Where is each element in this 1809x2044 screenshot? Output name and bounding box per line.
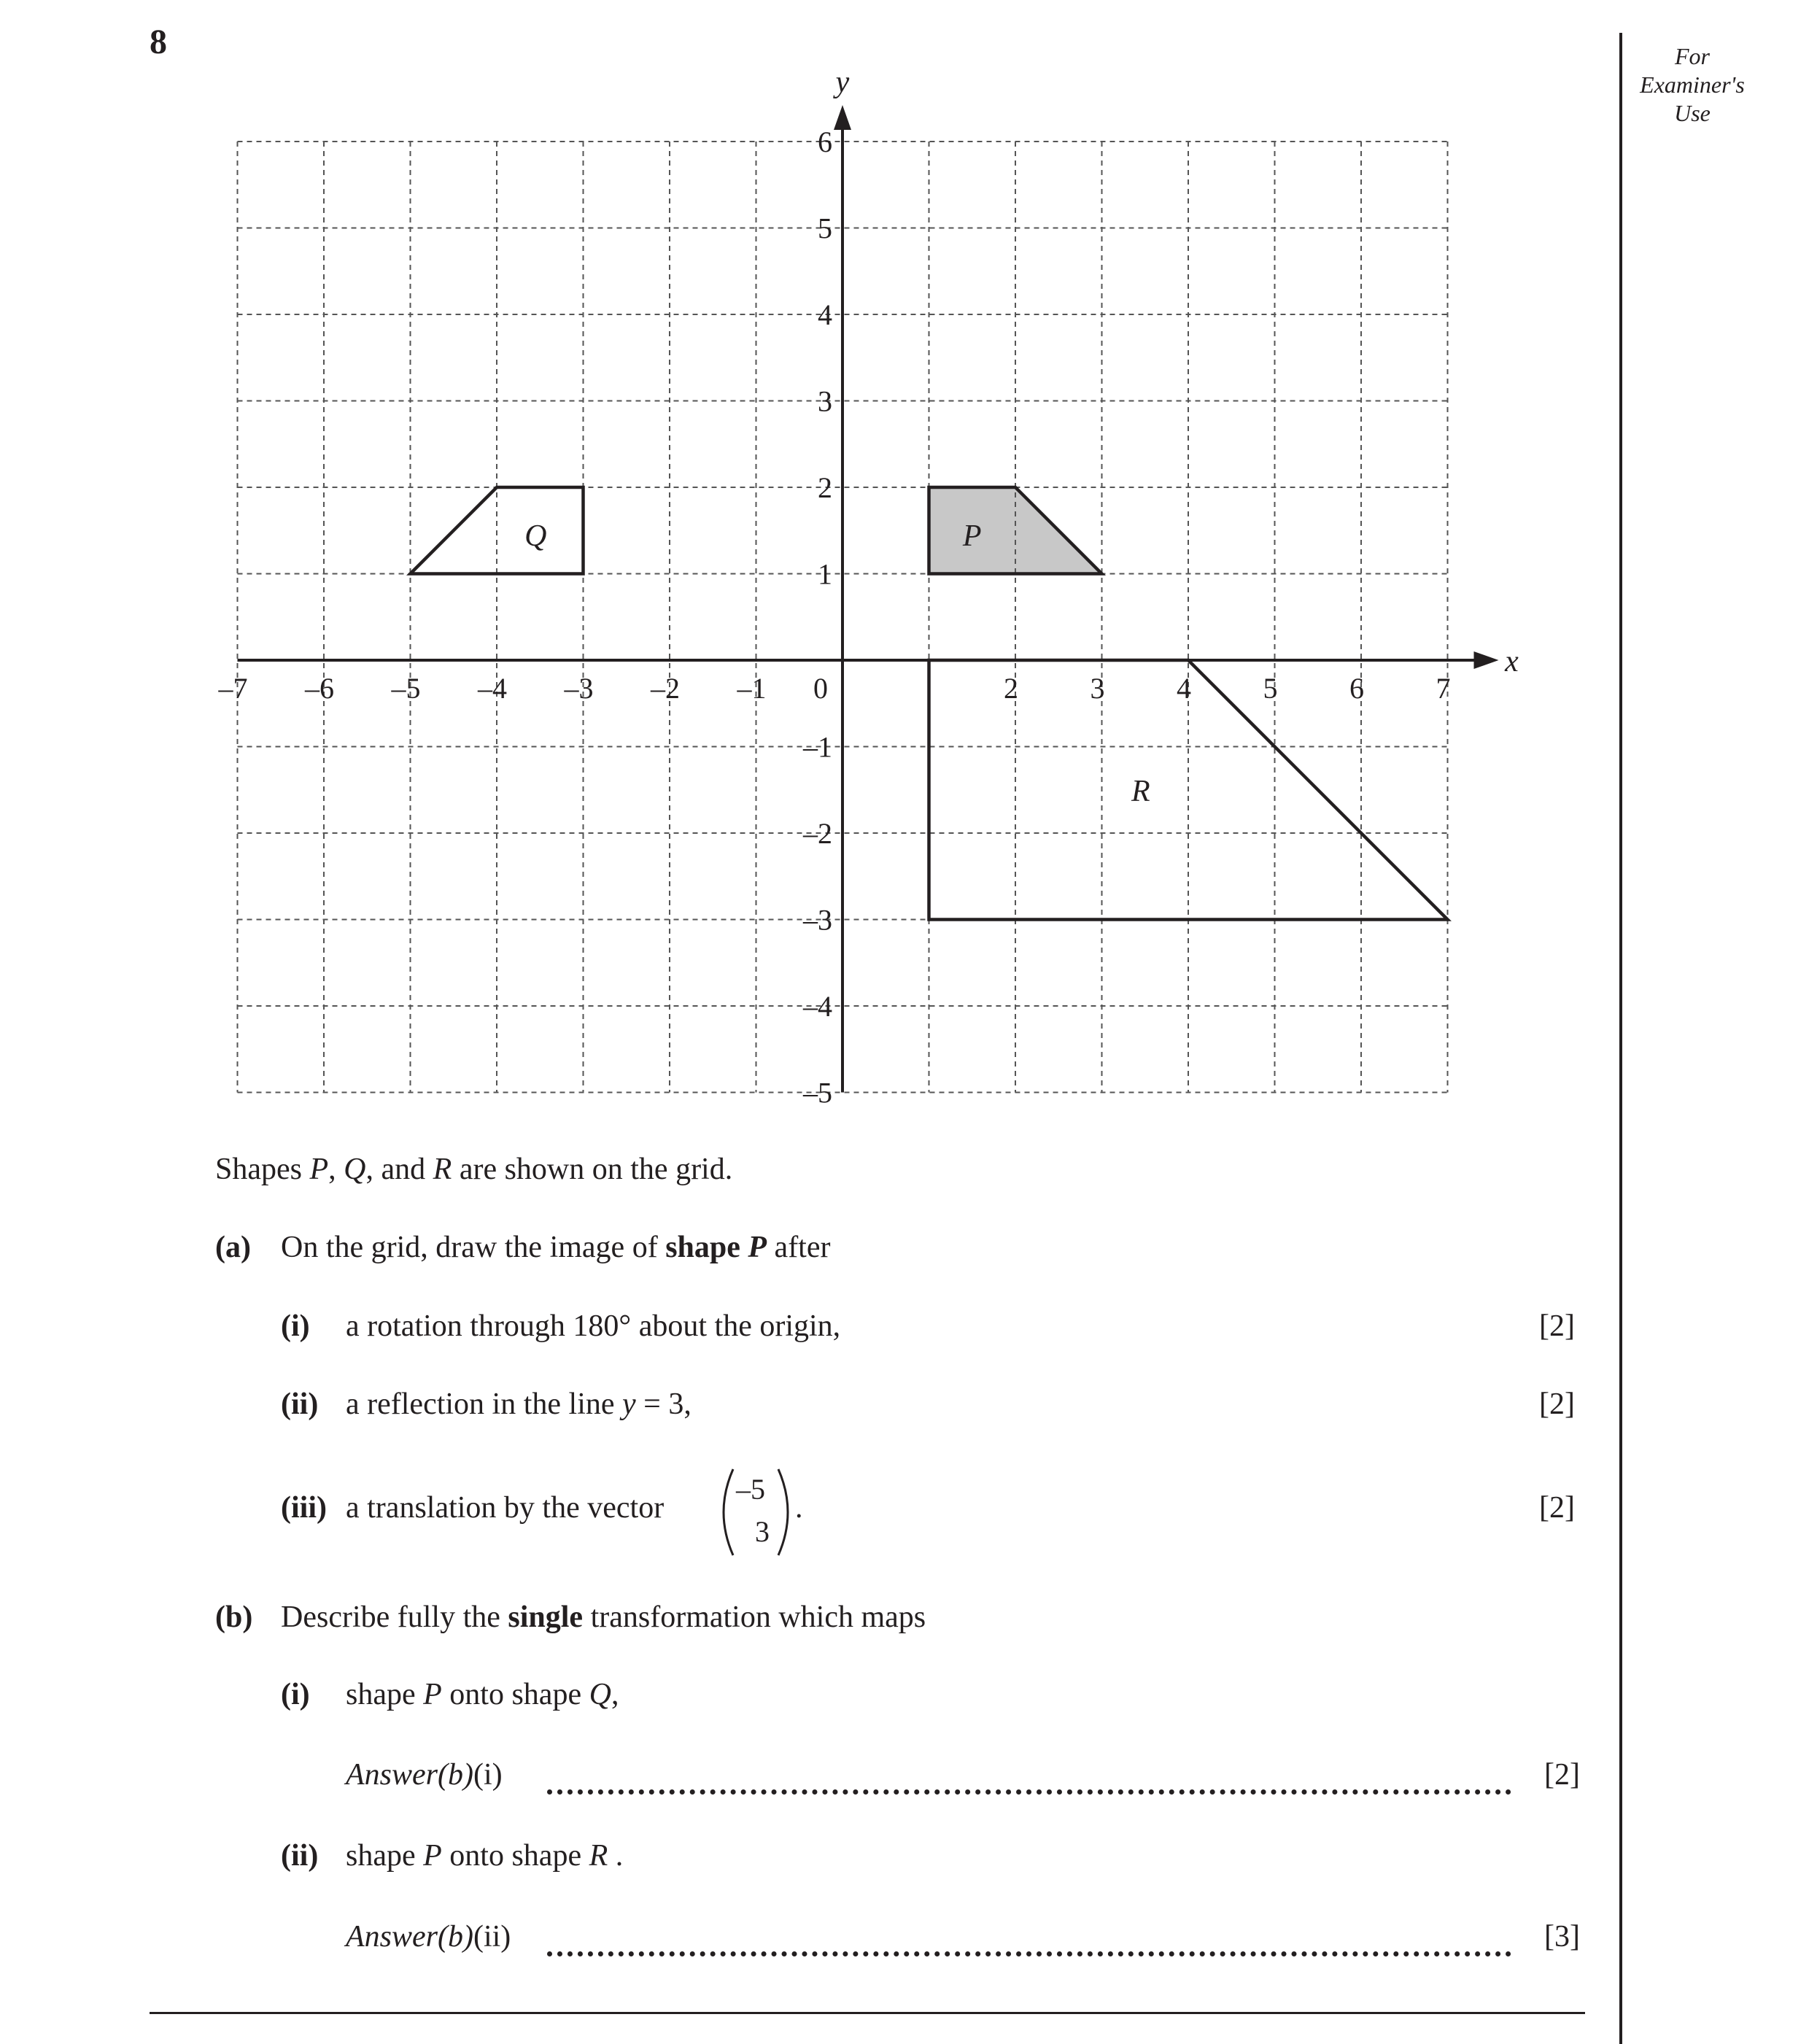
part-b-ii-text-1: shape	[346, 1839, 424, 1873]
x-tick-label: –2	[651, 672, 680, 705]
y-axis-label: y	[835, 66, 850, 99]
part-b-ii-text	[346, 1838, 623, 1874]
x-axis-label: x	[1505, 645, 1519, 678]
part-b-text-bold: single	[508, 1600, 584, 1634]
intro-shape-q: Q	[344, 1153, 366, 1186]
part-a-i-label: (i)	[281, 1309, 310, 1343]
answer-b-i-italic: Answer(b)	[346, 1758, 473, 1792]
part-a-ii-text	[346, 1386, 692, 1422]
y-axis-arrow	[834, 105, 851, 130]
answer-b-ii-label	[346, 1919, 511, 1955]
x-tick-label: 5	[1263, 672, 1278, 705]
y-tick-label: –3	[803, 903, 832, 937]
answer-b-ii-part: (ii)	[473, 1920, 511, 1954]
part-a-ii-label: (ii)	[281, 1387, 319, 1421]
y-tick-label: 3	[818, 384, 832, 418]
page-bottom-rule	[150, 2012, 1585, 2014]
vector-period: .	[795, 1491, 803, 1525]
intro-text-1: Shapes	[215, 1153, 310, 1186]
part-b-i-text-3: ,	[611, 1678, 619, 1711]
part-a-label: (a)	[215, 1231, 251, 1264]
part-a-text-2: after	[767, 1231, 831, 1264]
x-tick-label: 7	[1436, 672, 1451, 705]
part-a-text-bold: shape	[665, 1231, 748, 1264]
part-b-ii-text-3: .	[608, 1839, 624, 1873]
x-tick-label: –4	[478, 672, 507, 705]
part-a-iii-mark: [2]	[1539, 1491, 1575, 1525]
vector-top: –5	[736, 1473, 765, 1506]
x-tick-label: 3	[1090, 672, 1105, 705]
answer-b-ii-line[interactable]	[547, 1951, 1511, 1956]
part-b-ii-r: R	[589, 1839, 608, 1873]
y-tick-label: –2	[803, 817, 832, 850]
y-tick-label: –4	[803, 990, 832, 1023]
part-a-ii-y: y	[622, 1387, 636, 1421]
part-a-ii-text-1: a reflection in the line	[346, 1387, 623, 1421]
part-b-label: (b)	[215, 1600, 253, 1634]
intro-shape-r: R	[433, 1153, 452, 1186]
question-intro	[215, 1151, 732, 1188]
shape-q-label: Q	[524, 519, 547, 554]
answer-b-i-part: (i)	[473, 1758, 503, 1792]
shape-r-label: R	[1131, 774, 1150, 808]
intro-text-2: ,	[328, 1153, 344, 1186]
part-b-i-mark: [2]	[1544, 1758, 1580, 1792]
part-a-text-1: On the grid, draw the image of	[281, 1231, 666, 1264]
part-b-i-q: Q	[589, 1678, 611, 1711]
y-tick-label: 2	[818, 471, 832, 504]
examiner-line-3: Use	[1674, 100, 1711, 126]
x-tick-label: –5	[391, 672, 421, 705]
y-tick-label: 1	[818, 557, 832, 591]
part-b-ii-p: P	[423, 1839, 442, 1873]
part-b-i-label: (i)	[281, 1678, 310, 1711]
answer-b-ii-italic: Answer(b)	[346, 1920, 473, 1954]
examiner-line-2: Examiner's	[1640, 71, 1745, 98]
part-b-text-1: Describe fully the	[281, 1600, 508, 1634]
answer-b-i-line[interactable]	[547, 1789, 1511, 1795]
vector-bottom: 3	[755, 1515, 770, 1548]
part-b-ii-text-2: onto shape	[441, 1839, 589, 1873]
examiner-line-1: For	[1675, 43, 1710, 69]
part-a-iii-label: (iii)	[281, 1491, 327, 1525]
y-tick-label: –1	[803, 730, 832, 764]
y-tick-label: 5	[818, 212, 832, 245]
x-tick-label: –3	[564, 672, 594, 705]
x-tick-label: 4	[1177, 672, 1191, 705]
part-b-i-p: P	[423, 1678, 442, 1711]
part-a-ii-text-2: = 3,	[635, 1387, 692, 1421]
part-b-i-text	[346, 1676, 619, 1713]
intro-text-4: are shown on the grid.	[452, 1153, 733, 1186]
x-axis-arrow	[1474, 651, 1499, 669]
part-b-text	[281, 1599, 926, 1635]
x-tick-label: –7	[218, 672, 248, 705]
shape-p-label: P	[962, 519, 982, 554]
part-b-i-text-2: onto shape	[441, 1678, 589, 1711]
part-b-i-text-1: shape	[346, 1678, 424, 1711]
part-b-text-2: transformation which maps	[583, 1600, 926, 1634]
part-a-ii-mark: [2]	[1539, 1387, 1575, 1421]
x-tick-label: 0	[813, 672, 828, 705]
intro-text-3: , and	[365, 1153, 433, 1186]
y-tick-label: 4	[818, 298, 832, 331]
part-b-ii-mark: [3]	[1544, 1920, 1580, 1954]
part-a-i-text: a rotation through 180° about the origin,	[346, 1309, 841, 1343]
y-tick-label: 6	[818, 125, 832, 158]
part-a-i-mark: [2]	[1539, 1309, 1575, 1343]
x-tick-label: –1	[737, 672, 767, 705]
part-b-ii-label: (ii)	[281, 1839, 319, 1873]
part-a-text-bold-p: P	[748, 1231, 767, 1264]
x-tick-label: 6	[1349, 672, 1364, 705]
part-a-text	[281, 1229, 830, 1266]
intro-shape-p: P	[309, 1153, 329, 1186]
page-number: 8	[150, 23, 167, 61]
y-tick-label: –5	[803, 1076, 832, 1110]
x-tick-label: 2	[1004, 672, 1018, 705]
answer-b-i-label	[346, 1757, 503, 1793]
part-a-iii-text: a translation by the vector	[346, 1491, 665, 1525]
x-tick-label: –6	[305, 672, 334, 705]
translation-vector	[711, 1466, 799, 1558]
